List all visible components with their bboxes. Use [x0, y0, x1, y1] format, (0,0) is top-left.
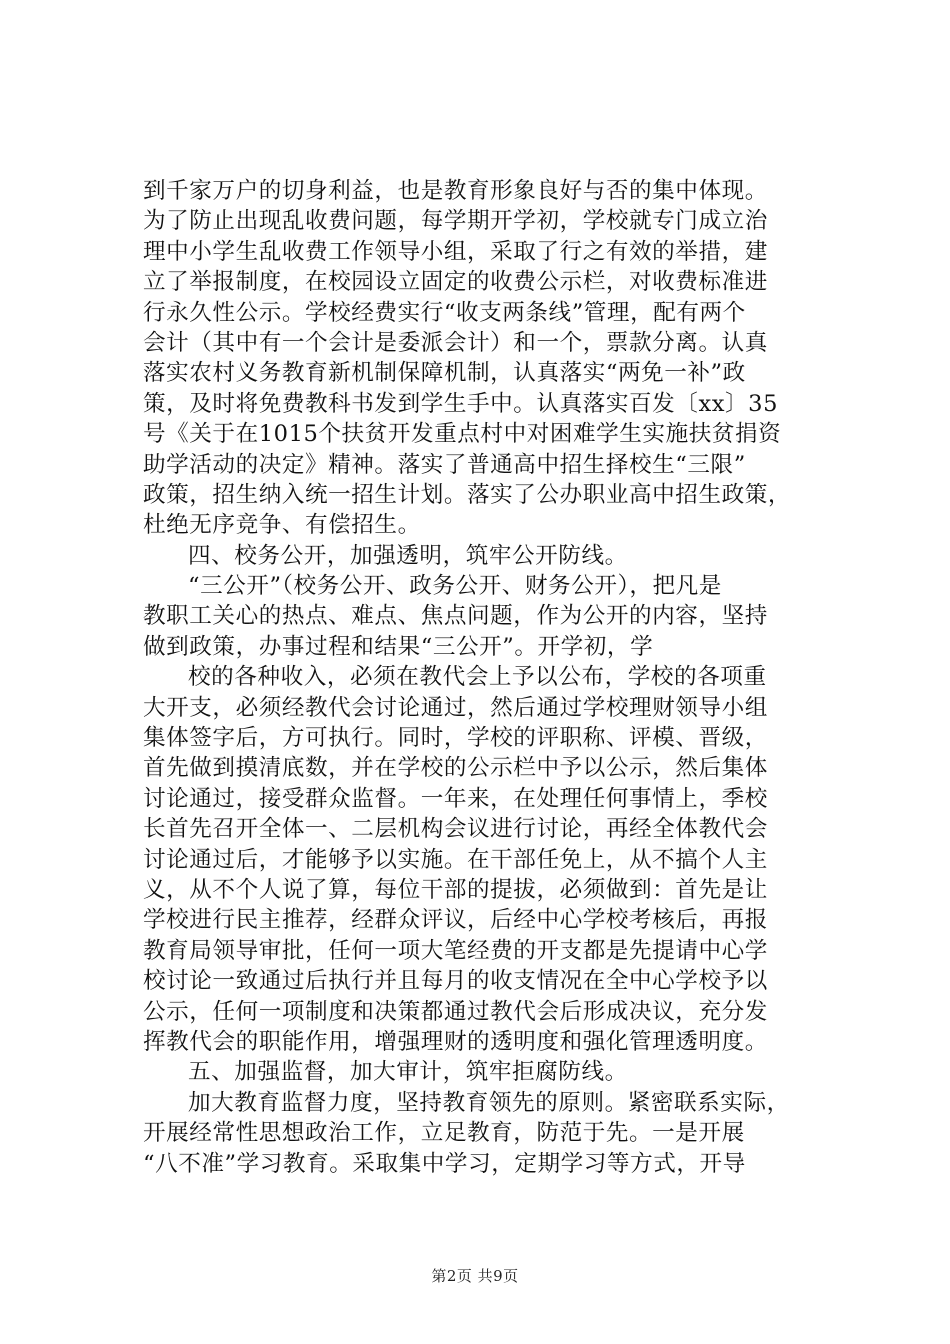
text-line: 杜绝无序竞争、有偿招生。: [143, 512, 421, 539]
text-line: 公示，任何一项制度和决策都通过教代会后形成决议，充分发: [143, 998, 768, 1025]
document-body: [143, 176, 813, 1179]
text-line: 集体签字后，方可执行。同时，学校的评职称、评模、晋级，: [143, 725, 768, 752]
text-line: 理中小学生乱收费工作领导小组，采取了行之有效的举措，建: [143, 238, 768, 265]
text-line: 为了防止出现乱收费问题，每学期开学初，学校就专门成立治: [143, 208, 768, 235]
text-line: 义，从不个人说了算，每位干部的提拔，必须做到：首先是让: [143, 876, 768, 903]
text-line: 校讨论一致通过后执行并且每月的收支情况在全中心学校予以: [143, 968, 768, 995]
text-line: 校的各种收入，必须在教代会上予以公布，学校的各项重: [188, 664, 767, 691]
text-line: 落实农村义务教育新机制保障机制，认真落实“两免一补”政: [143, 360, 746, 387]
text-line: 首先做到摸清底数，并在学校的公示栏中予以公示，然后集体: [143, 755, 768, 782]
text-line: “三公开”（校务公开、政务公开、财务公开），把凡是: [188, 573, 722, 600]
text-line: 讨论通过后，才能够予以实施。在干部任免上，从不搞个人主: [143, 846, 768, 873]
text-line: 号《关于在1015个扶贫开发重点村中对困难学生实施扶贫捐资: [143, 421, 782, 448]
text-line: 到千家万户的切身利益，也是教育形象良好与否的集中体现。: [143, 178, 768, 204]
text-line: 策，及时将免费教科书发到学生手中。认真落实百发〔xx〕35: [143, 390, 779, 417]
text-line: 挥教代会的职能作用，增强理财的透明度和强化管理透明度。: [143, 1028, 768, 1055]
text-line: 立了举报制度，在校园设立固定的收费公示栏，对收费标准进: [143, 269, 768, 296]
text-line: 政策，招生纳入统一招生计划。落实了公办职业高中招生政策，: [143, 481, 792, 508]
text-line: “八不准”学习教育。采取集中学习，定期学习等方式，开导: [143, 1150, 746, 1177]
text-line: 五、加强监督，加大审计，筑牢拒腐防线。: [188, 1059, 628, 1086]
text-line: 大开支，必须经教代会讨论通过，然后通过学校理财领导小组: [143, 694, 768, 721]
text-line: 教职工关心的热点、难点、焦点问题，作为公开的内容，坚持: [143, 603, 768, 630]
text-line: 开展经常性思想政治工作，立足教育，防范于先。一是开展: [143, 1120, 745, 1147]
text-line: 加大教育监督力度，坚持教育领先的原则。紧密联系实际，: [188, 1089, 790, 1116]
text-line: 讨论通过，接受群众监督。一年来，在处理任何事情上，季校: [143, 785, 768, 812]
text-line: 行永久性公示。学校经费实行“收支两条线”管理，配有两个: [143, 299, 746, 326]
text-line: 教育局领导审批，任何一项大笔经费的开支都是先提请中心学: [143, 937, 768, 964]
text-line: 长首先召开全体一、二层机构会议进行讨论，再经全体教代会: [143, 816, 768, 843]
page-number-footer: 第2页 共9页: [431, 1267, 519, 1285]
text-line: 四、校务公开，加强透明，筑牢公开防线。: [188, 542, 628, 569]
text-line: 助学活动的决定》精神。落实了普通高中招生择校生“三限”: [143, 451, 746, 478]
text-line: 做到政策，办事过程和结果“三公开”。开学初，学: [143, 633, 654, 660]
text-line: 会计（其中有一个会计是委派会计）和一个，票款分离。认真: [143, 329, 768, 356]
text-line: 学校进行民主推荐，经群众评议，后经中心学校考核后，再报: [143, 907, 768, 934]
